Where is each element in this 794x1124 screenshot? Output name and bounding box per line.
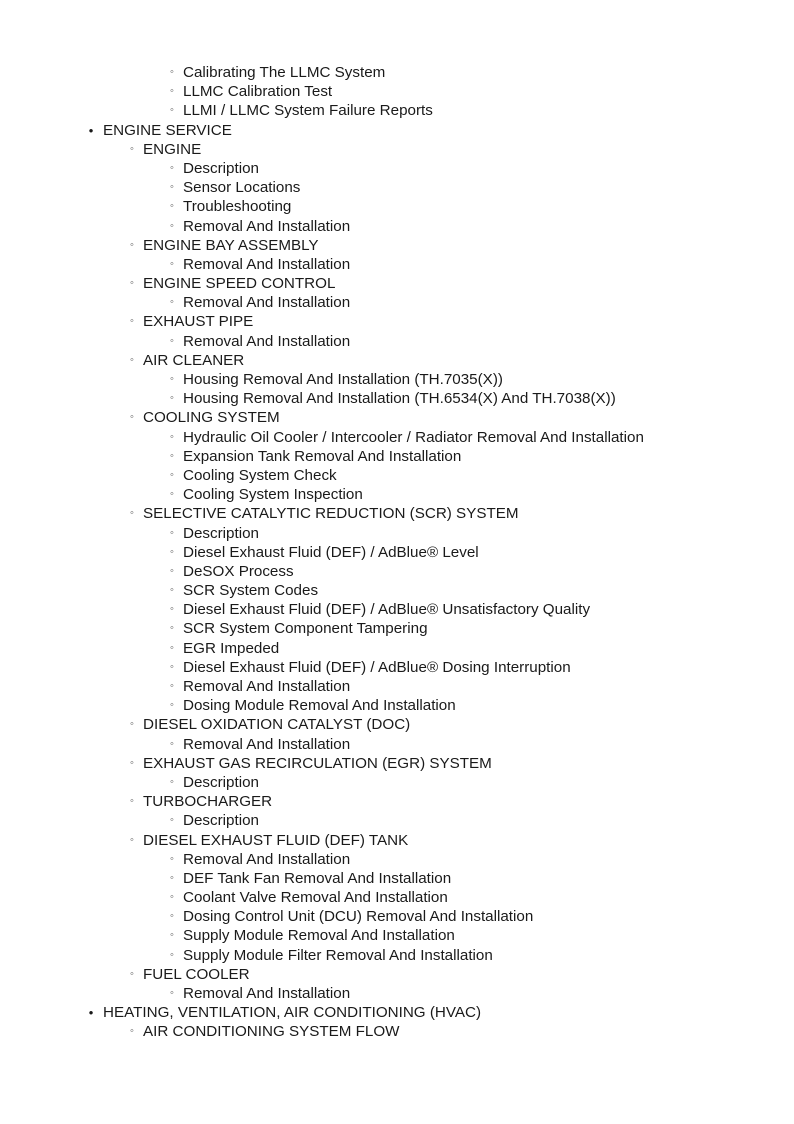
hollow-bullet-icon: ◦: [130, 756, 134, 769]
toc-label: Removal And Installation: [183, 735, 351, 753]
toc-label: Diesel Exhaust Fluid (DEF) / AdBlue® Dosing Interruption: [183, 658, 571, 676]
toc-entry[interactable]: [0, 255, 794, 274]
hollow-bullet-icon: ◦: [170, 891, 174, 904]
hollow-bullet-icon: ◦: [170, 871, 174, 884]
toc-label: Housing Removal And Installation (TH.7035(X)): [183, 371, 503, 388]
toc-entry[interactable]: [0, 811, 794, 830]
hollow-bullet-icon: ◦: [130, 277, 134, 290]
toc-entry[interactable]: [0, 293, 794, 312]
toc-entry[interactable]: [0, 389, 794, 408]
hollow-bullet-icon: ◦: [170, 584, 174, 597]
hollow-bullet-icon: ◦: [170, 622, 174, 635]
toc-subsection[interactable]: [0, 1022, 794, 1041]
toc-subsection[interactable]: [0, 965, 794, 984]
hollow-bullet-icon: ◦: [170, 987, 174, 999]
hollow-bullet-icon: ◦: [170, 852, 174, 865]
toc-entry[interactable]: [0, 639, 794, 658]
toc-label: Description: [183, 812, 259, 830]
hollow-bullet-icon: ◦: [170, 104, 174, 117]
toc-label: TURBOCHARGER: [143, 793, 273, 811]
toc-label: Hydraulic Oil Cooler / Intercooler / Radiator Removal And Installation: [183, 428, 644, 446]
toc-label: Description: [183, 159, 259, 177]
toc-subsection[interactable]: [0, 140, 794, 159]
hollow-bullet-icon: ◦: [130, 507, 134, 520]
hollow-bullet-icon: ◦: [170, 488, 174, 501]
toc-entry[interactable]: [0, 428, 794, 447]
toc-label: Cooling System Check: [183, 466, 337, 484]
toc-label: ENGINE: [143, 140, 202, 158]
hollow-bullet-icon: ◦: [130, 142, 134, 155]
toc-label: Diesel Exhaust Fluid (DEF) / AdBlue® Level: [183, 543, 479, 561]
hollow-bullet-icon: ◦: [170, 680, 174, 692]
toc-label: AIR CLEANER: [143, 351, 245, 369]
toc-label: DIESEL OXIDATION CATALYST (DOC): [143, 716, 411, 734]
hollow-bullet-icon: ◦: [130, 795, 134, 808]
toc-entry[interactable]: [0, 773, 794, 792]
toc-entry[interactable]: [0, 197, 794, 216]
toc-label: Removal And Installation: [183, 985, 351, 1002]
hollow-bullet-icon: ◦: [170, 430, 174, 443]
toc-label: COOLING SYSTEM: [143, 409, 280, 427]
toc-label: EXHAUST PIPE: [143, 313, 254, 331]
toc-label: Supply Module Filter Removal And Installation: [183, 946, 493, 964]
hollow-bullet-icon: ◦: [130, 411, 134, 424]
hollow-bullet-icon: ◦: [170, 200, 174, 213]
toc-label: Sensor Locations: [183, 179, 301, 197]
hollow-bullet-icon: ◦: [170, 85, 174, 98]
toc-entry[interactable]: [0, 888, 794, 907]
toc-entry[interactable]: [0, 370, 794, 389]
toc-label: Removal And Installation: [183, 850, 351, 868]
toc-section[interactable]: [0, 1003, 794, 1022]
filled-bullet-icon: •: [88, 1005, 94, 1021]
toc-entry[interactable]: [0, 63, 794, 82]
toc-label: DIESEL EXHAUST FLUID (DEF) TANK: [143, 831, 409, 849]
toc-subsection[interactable]: [0, 831, 794, 850]
toc-subsection[interactable]: [0, 236, 794, 255]
toc-subsection[interactable]: [0, 792, 794, 811]
toc-label: LLMC Calibration Test: [183, 83, 333, 101]
hollow-bullet-icon: ◦: [170, 66, 174, 78]
toc-entry[interactable]: [0, 82, 794, 101]
hollow-bullet-icon: ◦: [170, 737, 174, 750]
toc-label: Removal And Installation: [183, 678, 351, 695]
hollow-bullet-icon: ◦: [130, 353, 134, 366]
hollow-bullet-icon: ◦: [170, 660, 174, 673]
toc-label: Expansion Tank Removal And Installation: [183, 447, 462, 465]
toc-subsection[interactable]: [0, 754, 794, 773]
toc-label: Troubleshooting: [183, 198, 292, 216]
toc-label: FUEL COOLER: [143, 965, 250, 983]
toc-label: Description: [183, 773, 259, 791]
hollow-bullet-icon: ◦: [170, 468, 174, 481]
toc-label: HEATING, VENTILATION, AIR CONDITIONING (HVAC): [103, 1004, 482, 1022]
toc-label: EGR Impeded: [183, 639, 280, 657]
toc-label: Housing Removal And Installation (TH.6534(X) And TH.7038(X)): [183, 390, 616, 408]
toc-entry[interactable]: [0, 581, 794, 600]
hollow-bullet-icon: ◦: [170, 449, 174, 462]
toc-entry[interactable]: [0, 159, 794, 178]
hollow-bullet-icon: ◦: [170, 929, 174, 942]
hollow-bullet-icon: ◦: [170, 526, 174, 539]
toc-label: Supply Module Removal And Installation: [183, 927, 455, 945]
toc-label: DEF Tank Fan Removal And Installation: [183, 869, 452, 887]
toc-label: ENGINE BAY ASSEMBLY: [143, 236, 319, 254]
hollow-bullet-icon: ◦: [170, 910, 174, 923]
toc-entry[interactable]: [0, 619, 794, 638]
table-of-contents-list: [0, 63, 794, 1042]
toc-entry[interactable]: [0, 696, 794, 715]
toc-entry[interactable]: [0, 926, 794, 945]
hollow-bullet-icon: ◦: [170, 392, 174, 405]
hollow-bullet-icon: ◦: [170, 219, 174, 232]
toc-entry[interactable]: [0, 466, 794, 485]
toc-entry[interactable]: [0, 101, 794, 120]
toc-label: SCR System Component Tampering: [183, 620, 428, 638]
hollow-bullet-icon: ◦: [170, 161, 174, 174]
toc-label: Dosing Module Removal And Installation: [183, 697, 456, 715]
toc-subsection[interactable]: [0, 504, 794, 523]
toc-label: Coolant Valve Removal And Installation: [183, 889, 448, 907]
toc-label: Dosing Control Unit (DCU) Removal And Installation: [183, 908, 534, 926]
toc-label: Removal And Installation: [183, 255, 351, 273]
toc-entry[interactable]: [0, 735, 794, 754]
toc-entry[interactable]: [0, 869, 794, 888]
toc-label: Removal And Installation: [183, 217, 351, 235]
hollow-bullet-icon: ◦: [170, 545, 174, 558]
hollow-bullet-icon: ◦: [170, 814, 174, 827]
toc-entry[interactable]: [0, 543, 794, 562]
hollow-bullet-icon: ◦: [170, 641, 174, 654]
toc-subsection[interactable]: [0, 408, 794, 427]
hollow-bullet-icon: ◦: [170, 603, 174, 616]
toc-entry[interactable]: [0, 217, 794, 236]
toc-entry[interactable]: [0, 178, 794, 197]
hollow-bullet-icon: ◦: [170, 181, 174, 194]
toc-label: Cooling System Inspection: [183, 486, 363, 504]
filled-bullet-icon: •: [88, 122, 94, 138]
toc-entry[interactable]: [0, 447, 794, 466]
toc-entry[interactable]: [0, 600, 794, 619]
hollow-bullet-icon: ◦: [130, 1025, 134, 1038]
hollow-bullet-icon: ◦: [170, 699, 174, 712]
toc-label: Diesel Exhaust Fluid (DEF) / AdBlue® Unsatisfactory Quality: [183, 601, 591, 619]
toc-label: Description: [183, 524, 259, 542]
hollow-bullet-icon: ◦: [170, 564, 174, 577]
toc-label: SCR System Codes: [183, 582, 319, 600]
toc-subsection[interactable]: [0, 274, 794, 293]
hollow-bullet-icon: ◦: [130, 967, 134, 980]
toc-entry[interactable]: [0, 658, 794, 677]
hollow-bullet-icon: ◦: [170, 334, 174, 347]
hollow-bullet-icon: ◦: [130, 833, 134, 846]
toc-label: LLMI / LLMC System Failure Reports: [183, 102, 433, 120]
toc-label: Removal And Installation: [183, 332, 351, 350]
hollow-bullet-icon: ◦: [170, 296, 174, 309]
toc-entry[interactable]: [0, 850, 794, 869]
hollow-bullet-icon: ◦: [170, 775, 174, 788]
hollow-bullet-icon: ◦: [130, 238, 134, 251]
toc-label: AIR CONDITIONING SYSTEM FLOW: [143, 1023, 400, 1041]
toc-label: ENGINE SPEED CONTROL: [143, 275, 336, 293]
toc-label: SELECTIVE CATALYTIC REDUCTION (SCR) SYSTEM: [143, 505, 519, 523]
hollow-bullet-icon: ◦: [130, 315, 134, 328]
toc-label: DeSOX Process: [183, 562, 294, 580]
toc-label: ENGINE SERVICE: [103, 121, 232, 139]
hollow-bullet-icon: ◦: [170, 373, 174, 385]
toc-entry[interactable]: [0, 984, 794, 1003]
hollow-bullet-icon: ◦: [170, 257, 174, 270]
hollow-bullet-icon: ◦: [130, 718, 134, 731]
toc-subsection[interactable]: [0, 312, 794, 331]
toc-entry[interactable]: [0, 677, 794, 696]
toc-entry[interactable]: [0, 946, 794, 965]
toc-label: Calibrating The LLMC System: [183, 64, 386, 81]
hollow-bullet-icon: ◦: [170, 948, 174, 961]
toc-entry[interactable]: [0, 332, 794, 351]
toc-entry[interactable]: [0, 562, 794, 581]
toc-section[interactable]: [0, 121, 794, 140]
toc-subsection[interactable]: [0, 351, 794, 370]
toc-entry[interactable]: [0, 907, 794, 926]
toc-label: EXHAUST GAS RECIRCULATION (EGR) SYSTEM: [143, 754, 492, 772]
toc-subsection[interactable]: [0, 715, 794, 734]
toc-entry[interactable]: [0, 485, 794, 504]
toc-entry[interactable]: [0, 524, 794, 543]
toc-label: Removal And Installation: [183, 294, 351, 312]
